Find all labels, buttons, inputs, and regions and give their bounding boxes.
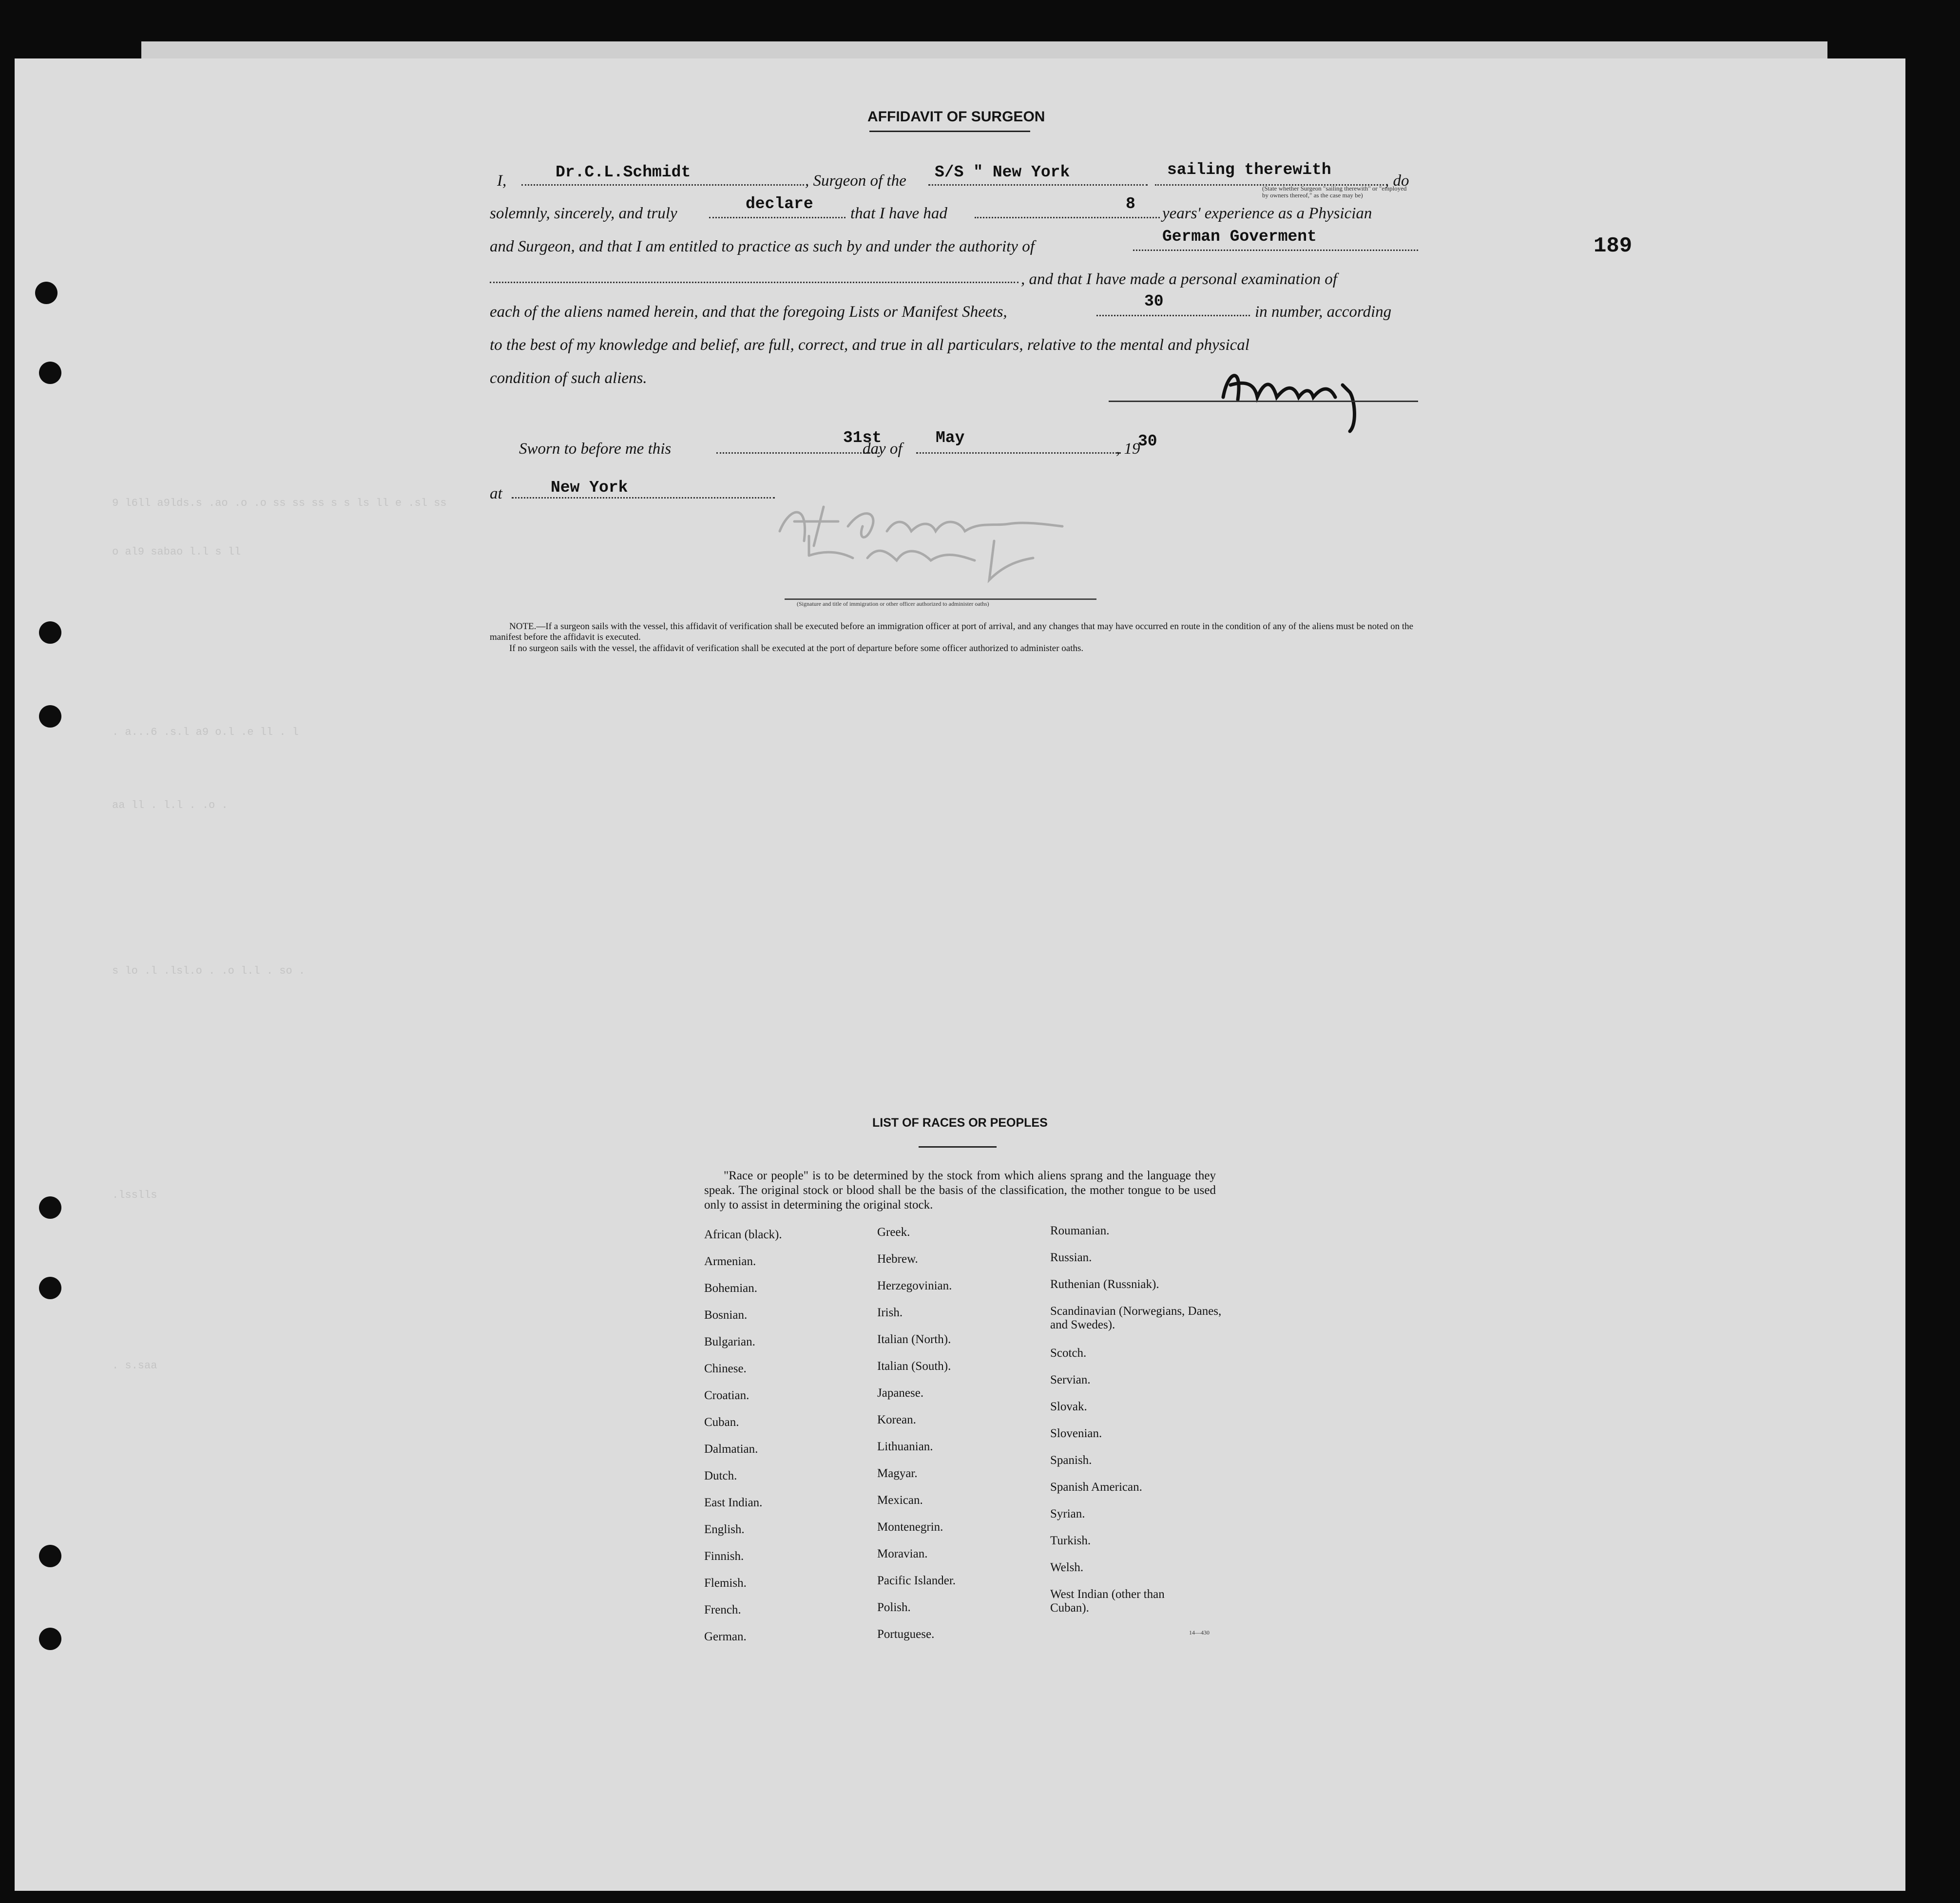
signature-line [1109, 401, 1418, 402]
solemnly-label: solemnly, sincerely, and truly [490, 205, 677, 222]
race-item: Irish. [877, 1306, 903, 1319]
races-column-2 [877, 1226, 1043, 1654]
race-item: Syrian. [1050, 1507, 1085, 1520]
authority-line [1133, 250, 1418, 251]
race-item: Ruthenian (Russniak). [1050, 1278, 1159, 1291]
pronoun: I, [497, 172, 507, 190]
race-item: Japanese. [877, 1386, 924, 1400]
month-line [916, 452, 1121, 454]
page-number: 189 [1594, 234, 1633, 258]
race-item: Italian (South). [877, 1360, 951, 1373]
binder-hole [39, 362, 61, 384]
at-label: at [490, 485, 502, 502]
day-of-label: day of [863, 440, 903, 458]
sworn-day: 31st [843, 429, 882, 447]
race-item: German. [704, 1630, 747, 1643]
sheets-line [1096, 315, 1250, 316]
race-item: Russian. [1050, 1251, 1092, 1264]
race-item: Finnish. [704, 1550, 744, 1563]
sworn-place: New York [551, 479, 628, 497]
year-prefix: , 19 [1116, 440, 1140, 458]
affidavit-title: AFFIDAVIT OF SURGEON [867, 109, 1045, 125]
title-underline [869, 131, 1030, 132]
condition-label: condition of such aliens. [490, 369, 647, 387]
race-item: East Indian. [704, 1496, 763, 1509]
race-item: Greek. [877, 1226, 910, 1239]
vessel-line [928, 184, 1148, 186]
race-item: Turkish. [1050, 1534, 1091, 1547]
binder-hole [39, 1277, 61, 1299]
do-label: , do [1385, 172, 1409, 190]
race-item: Armenian. [704, 1255, 756, 1268]
vessel-name: S/S " New York [935, 163, 1070, 181]
races-column-3 [1050, 1224, 1226, 1617]
race-item: African (black). [704, 1228, 782, 1241]
race-item: Lithuanian. [877, 1440, 933, 1453]
race-item: Bohemian. [704, 1282, 758, 1295]
race-item: Italian (North). [877, 1333, 951, 1346]
officer-signature [750, 478, 1101, 604]
binder-hole [35, 282, 58, 304]
race-item: Magyar. [877, 1467, 918, 1480]
race-item: Montenegrin. [877, 1520, 943, 1534]
race-item: Spanish American. [1050, 1480, 1142, 1494]
day-line [716, 452, 880, 454]
officer-caption: (Signature and title of immigration or other officer authorized to administer oaths) [797, 600, 989, 607]
races-intro: "Race or people" is to be determined by the stock from which aliens sprang and the language they speak. The original stock or blood shall be the basis of the classification, the mother tongue to be used only to assist in determining the original stock. [704, 1169, 1216, 1211]
note-line-1: NOTE.—If a surgeon sails with the vessel, this affidavit of verification shall be executed before an immigration officer at port of arrival, and any changes that may have occurred en route in the condition of any of the aliens must be noted on the manifest before the affidavit is executed. [490, 621, 1414, 642]
surgeon-signature [1209, 351, 1389, 439]
surgeon-name: Dr.C.L.Schmidt [556, 163, 691, 181]
race-item: Bosnian. [704, 1308, 748, 1322]
races-column-1 [704, 1228, 865, 1657]
and-surgeon-label: and Surgeon, and that I am entitled to practice as such by and under the authority of [490, 238, 1035, 255]
race-item: Spanish. [1050, 1454, 1092, 1467]
place-line [512, 497, 775, 499]
race-item: West Indian (other than Cuban). [1050, 1588, 1165, 1615]
race-item: Roumanian. [1050, 1224, 1110, 1237]
and-that-label: , and that I have made a personal examination of [1021, 270, 1337, 288]
race-item: Flemish. [704, 1576, 747, 1590]
that-i-have-had-label: that I have had [850, 205, 947, 222]
race-item: Polish. [877, 1601, 911, 1614]
best-of-knowledge-label: to the best of my knowledge and belief, are full, correct, and true in all particulars, relative to the mental and physical [490, 336, 1249, 354]
race-item: Korean. [877, 1413, 916, 1426]
sworn-label: Sworn to before me this [519, 440, 672, 458]
races-title: LIST OF RACES OR PEOPLES [872, 1116, 1048, 1130]
in-number-label: in number, according [1255, 303, 1392, 321]
race-item: Cuban. [704, 1416, 739, 1429]
each-of-label: each of the aliens named herein, and that the foregoing Lists or Manifest Sheets, [490, 303, 1007, 321]
race-item: Scandinavian (Norwegians, Danes, and Swedes). [1050, 1305, 1222, 1331]
binder-hole [39, 1196, 61, 1219]
sailing-status: sailing therewith [1167, 161, 1331, 179]
surgeon-of-label: , Surgeon of the [805, 172, 906, 190]
race-item: Moravian. [877, 1547, 928, 1560]
race-item: Slovenian. [1050, 1427, 1102, 1440]
years-line [975, 217, 1160, 218]
sworn-month: May [936, 429, 965, 447]
races-title-underline [919, 1146, 997, 1148]
binder-hole [39, 1545, 61, 1567]
binder-hole [39, 621, 61, 644]
race-item: Dalmatian. [704, 1442, 758, 1456]
note-line-2: If no surgeon sails with the vessel, the affidavit of verification shall be executed at the port of departure before some officer authorized to administer oaths. [509, 643, 1084, 654]
race-item: Bulgarian. [704, 1335, 755, 1348]
declare-value: declare [746, 195, 813, 213]
race-item: Slovak. [1050, 1400, 1087, 1413]
race-item: Hebrew. [877, 1252, 918, 1266]
years-value: 8 [1126, 195, 1135, 213]
race-item: Portuguese. [877, 1628, 935, 1641]
years-experience-label: years' experience as a Physician [1162, 205, 1372, 222]
race-item: Herzegovinian. [877, 1279, 952, 1292]
race-item: Croatian. [704, 1389, 749, 1402]
form-number: 14—430 [1189, 1629, 1210, 1636]
race-item: Servian. [1050, 1373, 1091, 1386]
binder-hole [39, 1628, 61, 1650]
authority-continuation-line [490, 282, 1018, 283]
sheets-value: 30 [1144, 292, 1164, 310]
race-item: Welsh. [1050, 1561, 1084, 1574]
race-item: Mexican. [877, 1494, 923, 1507]
bleed-through-manifest: 9 l6ll a9lds.s .ao .o .o ss ss ss s s ls ll e .sl ss o al9 sabao l.l s ll . a...6 .s.l a9 o.l .e ll . l aa ll . l.l . .o . s lo .l .lsl.o . .o l.l . so . .lsslls . s.saa [112, 497, 447, 1372]
race-item: Dutch. [704, 1469, 737, 1482]
officer-line [785, 598, 1096, 600]
status-note: (State whether Surgeon "sailing therewith" or "employed by owners thereof," as the case may be) [1262, 185, 1407, 199]
declare-line [709, 217, 845, 218]
race-item: Scotch. [1050, 1346, 1087, 1360]
sworn-year: 30 [1138, 432, 1157, 450]
race-item: French. [704, 1603, 741, 1616]
surgeon-name-line [521, 184, 804, 186]
race-item: Pacific Islander. [877, 1574, 956, 1587]
binder-hole [39, 705, 61, 728]
authority-value: German Goverment [1162, 228, 1317, 246]
race-item: English. [704, 1523, 745, 1536]
race-item: Chinese. [704, 1362, 747, 1375]
